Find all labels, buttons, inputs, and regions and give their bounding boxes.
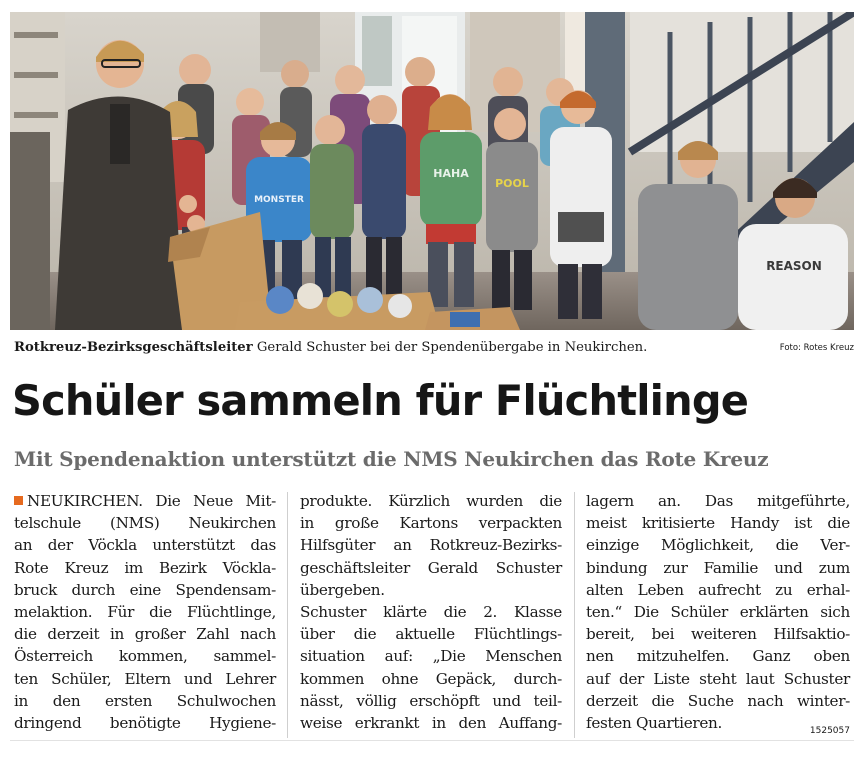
article-line: ten.“ Die Schüler erklärten sich (586, 602, 850, 621)
article-line: NEUKIRCHEN. Die Neue Mit- (14, 490, 276, 512)
article-line: einzige Möglichkeit, die Ver- (586, 536, 850, 555)
article-line: bereit, bei weiteren Hilfsaktio- (586, 625, 850, 644)
article-line: nen mitzuhelfen. Ganz oben (586, 647, 850, 666)
article-line: weise erkrankt in den Auffang- (300, 713, 562, 732)
headline: Schüler sammeln für Flüchtlinge (12, 376, 749, 425)
blue-shirt-print: MONSTER (254, 195, 304, 205)
article-line: an der Vöckla unterstützt das (14, 536, 276, 555)
article-line: geschäftsleiter Gerald Schuster (300, 558, 562, 577)
article-line: in den ersten Schulwochen (14, 691, 276, 710)
article-code: 1525057 (809, 726, 850, 736)
subheadline: Mit Spendenaktion unterstützt die NMS Neukirchen das Rote Kreuz (14, 447, 769, 471)
section-marker-icon (14, 496, 23, 505)
green-shirt-print: HAHA (433, 167, 469, 180)
article-line: übergeben. (300, 580, 385, 599)
article-line: bruck durch eine Spendensam- (14, 580, 276, 599)
article-line: nässt, völlig erschöpft und teil- (300, 691, 562, 710)
grey-shirt-print: POOL (495, 177, 529, 190)
article-line: telschule (NMS) Neukirchen (14, 514, 276, 533)
article-column-1 (14, 490, 276, 734)
article-column-3 (586, 490, 850, 734)
article-line: Hilfsgüter an Rotkreuz-Bezirks- (300, 536, 562, 555)
photo-caption (14, 338, 854, 358)
photo-credit: Foto: Rotes Kreuz (779, 343, 854, 353)
photo-illustration (10, 12, 854, 330)
article-line: kommen ohne Gepäck, durch- (300, 669, 562, 688)
article-line: situation auf: „Die Menschen (300, 647, 562, 666)
article-line: Rote Kreuz im Bezirk Vöckla- (14, 558, 276, 577)
white-shirt-print: REASON (766, 259, 822, 273)
article-line: auf der Liste steht laut Schuster (586, 669, 850, 688)
article-line: meist kritisierte Handy ist die (586, 514, 850, 533)
article-line: lagern an. Das mitgeführte, (586, 492, 850, 510)
article-line: Österreich kommen, sammel- (14, 647, 276, 666)
article-line: produkte. Kürzlich wurden die (300, 492, 562, 510)
caption-bold: Rotkreuz-Bezirksgeschäftsleiter (14, 340, 253, 355)
article-line: alten Leben aufrecht zu erhal- (586, 580, 850, 599)
caption-text: Gerald Schuster bei der Spendenübergabe in Neukirchen. (256, 340, 648, 355)
article-line: Schuster klärte die 2. Klasse (300, 602, 562, 621)
article-line: dringend benötigte Hygiene- (14, 713, 276, 732)
article-line: über die aktuelle Flüchtlings- (300, 625, 562, 644)
article-line: in große Kartons verpackten (300, 514, 562, 533)
column-divider (574, 492, 575, 738)
article-photo (10, 12, 854, 330)
bottom-rule (10, 740, 854, 741)
article-column-2 (300, 490, 562, 734)
article-line: melaktion. Für die Flüchtlinge, (14, 602, 276, 621)
article-line: bindung zur Familie und zum (586, 558, 850, 577)
column-divider (287, 492, 288, 738)
article-line: derzeit die Suche nach winter- (586, 691, 850, 710)
article-line: festen Quartieren. (586, 713, 723, 732)
article-line: die derzeit in großer Zahl nach (14, 625, 276, 644)
article-line: ten Schüler, Eltern und Lehrer (14, 669, 276, 688)
